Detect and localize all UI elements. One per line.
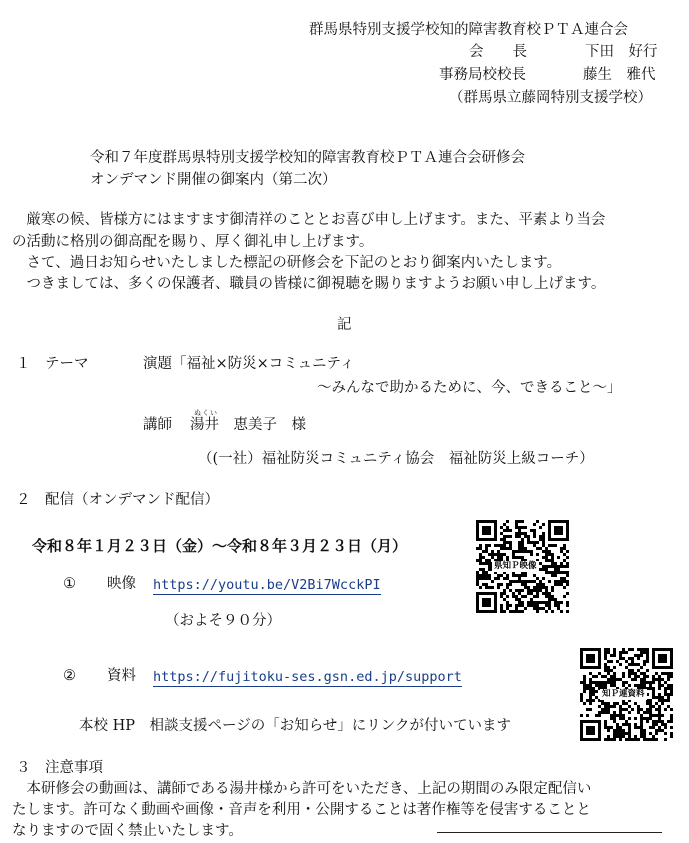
distribution-period: 令和８年１月２３日（金）～令和８年３月２３日（月） [32, 537, 408, 555]
president-name: 下田 好行 [585, 44, 658, 60]
ki-heading: 記 [337, 317, 352, 333]
body-paragraph-2: さて、過日お知らせいたしました標記の研修会を下記のとおり御案内いたします。 [12, 255, 562, 271]
document-title-line1: 令和７年度群馬県特別支援学校知的障害教育校ＰＴＡ連合会研修会 [90, 150, 525, 166]
qr-code-materials-label: 知Ｐ連資料 [602, 689, 645, 699]
section3-label: 注意事項 [45, 760, 103, 776]
item1-label: 映像 [107, 576, 136, 592]
video-duration: （およそ９０分） [165, 613, 281, 629]
item2-label: 資料 [107, 668, 136, 684]
lecturer-ruby: ぬくい [194, 409, 218, 417]
document-title-line2: オンデマンド開催の御案内（第二次） [90, 172, 337, 188]
qr-code-video-label: 県知Ｐ映像 [494, 561, 537, 571]
theme-subtitle: ～みんなで助かるために、今、できること～」 [317, 380, 622, 396]
secretariat-name: 藤生 雅代 [583, 67, 656, 83]
section1-label: テーマ [45, 356, 89, 372]
notice-line2: たします。許可なく動画や画像・音声を利用・公開することは著作権等を侵害することと [12, 802, 591, 818]
body-paragraph-3: つきましては、多くの保護者、職員の皆様に御視聴を賜りますようお願い申し上げます。 [12, 276, 606, 292]
lecturer-affiliation: （(一社）福祉防災コミュニティ協会 福祉防災上級コーチ） [198, 451, 594, 467]
section1-number: １ [16, 356, 31, 372]
section2-number: ２ [16, 492, 31, 508]
notice-line1: 本研修会の動画は、講師である湯井様から許可をいただき、上記の期間のみ限定配信い [12, 781, 592, 797]
secretariat-school: （群馬県立藤岡特別支援学校） [449, 90, 652, 106]
body-paragraph-1b: の活動に格別の御高配を賜り、厚く御礼申し上げます。 [12, 234, 374, 250]
theme-title: 演題「福祉×防災×コミュニティ [143, 356, 355, 372]
materials-link[interactable]: https://fujitoku-ses.gsn.ed.jp/support [153, 669, 462, 687]
video-link[interactable]: https://youtu.be/V2Bi7WcckPI [153, 577, 381, 595]
notice-line3: なりますので固く禁止いたします。 [12, 823, 243, 839]
item2-number: ② [63, 668, 76, 684]
lecturer-label: 講師 [143, 417, 172, 433]
lecturer-name-wrap [190, 409, 306, 434]
hp-note: 本校 HP 相談支援ページの「お知らせ」にリンクが付いています [79, 718, 511, 734]
section2-label: 配信（オンデマンド配信） [45, 492, 219, 508]
lecturer-name: 湯井 恵美子 様 [190, 417, 306, 433]
org-name: 群馬県特別支援学校知的障害教育校ＰＴＡ連合会 [309, 22, 628, 38]
body-paragraph-1a: 厳寒の候、皆様方にはますます御清祥のこととお喜び申し上げます。また、平素より当会 [12, 212, 606, 228]
bottom-divider [437, 832, 662, 833]
item1-number: ① [63, 576, 76, 592]
section3-number: ３ [16, 760, 31, 776]
secretariat-title: 事務局校校長 [439, 67, 526, 83]
president-title: 会 長 [469, 44, 527, 60]
